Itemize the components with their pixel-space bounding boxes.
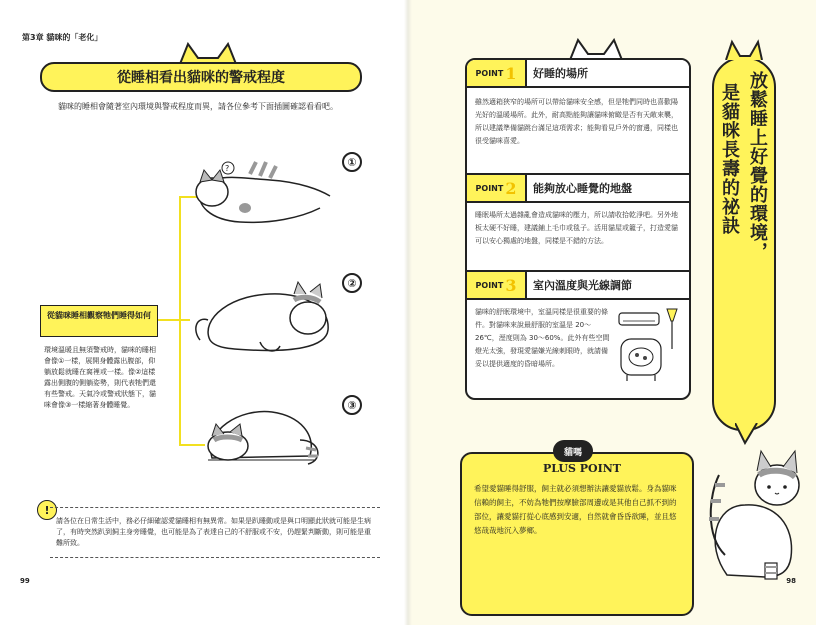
point-card (465, 58, 691, 400)
cat-ears-icon (724, 38, 764, 60)
plus-point-text: 希望愛貓睡得舒服，飼主就必須想辦法讓愛貓放鬆。身為貓咪信賴的飼主，不妨為牠們按摩臉部周邊或是其他自己抓不到的部位，讓愛貓打從心底感到安適，自然就會昏昏欲睡，並且悠悠哉哉地沉入夢鄉。 (474, 484, 677, 535)
room-climate-illustration (615, 305, 683, 385)
point-1-header (467, 60, 689, 88)
speech-line-1: 放鬆睡上好覺的環境， (747, 71, 768, 261)
speech-bubble (712, 57, 776, 431)
page-number-left: 99 (20, 577, 30, 585)
point-1-body: 雖然適箱狹窄的場所可以帶給貓咪安全感，但是牠們同時也喜歡陽光好的溫暖場所。此外，耐高點能夠讓貓咪俯瞰是否有天敵來襲，所以建議準備貓跳台滿足這項需求；能夠看見戶外的窗邊，同樣也很受貓咪喜愛。 (475, 98, 678, 145)
tip-text: 請各位在日常生活中，務必仔細確認愛貓睡相有無異常。如果是趴睡動或是與口明顯此狀就可能是生病了，有時突然趴到飼主身旁睡覺，也可能是為了表達自己的不舒服或不安，仍趕緊判斷動，則可能是重難所致。 (50, 507, 380, 558)
point-2-title: 能夠放心睡覺的地盤 (533, 182, 632, 195)
point-3-title: 室內溫度與光線調節 (533, 279, 632, 292)
point-3-header (467, 270, 689, 300)
speech-line-2: 是貓咪長壽的祕訣 (719, 83, 740, 235)
point-3-body: 貓咪的舒眠環境中，室溫同樣是很重要的條件。對貓咪來說最舒服的室溫是 20～26℃，溼度則為 30～60%。此外有些空間燈光太強，發現愛貓嫌光線刺眼時，就請備妥以提供適度的昏暗場所。 (475, 308, 610, 368)
point-1-tag: POINT 1 (467, 60, 527, 86)
intro-text: 貓咪的睡相會隨著室內環境與警戒程度而異，請各位參考下面插圖確認看看吧。 (58, 102, 338, 111)
marker-1: ① (342, 152, 362, 172)
point-2-tag: POINT 2 (467, 175, 527, 201)
plus-point-box (460, 447, 694, 616)
plus-point-title: PLUS POINT (542, 462, 621, 475)
point-2-body: 睡眠場所太過雜亂會造成貓咪的壓力，所以請收拾乾淨吧。另外地板太硬不好睡，建議鋪上毛巾或毯子。活用貓屋或籠子，打造愛貓可以安心獨處的地盤，同樣是不錯的方法。 (475, 211, 678, 245)
svg-text:?: ? (225, 164, 230, 173)
speech-tail (735, 423, 759, 445)
cat-ears-icon (568, 38, 624, 60)
marker-3: ③ (342, 395, 362, 415)
chapter-header: 第3章 貓咪的「老化」 (22, 33, 103, 42)
point-2-header (467, 173, 689, 203)
side-label: 從貓咪睡相觀察牠們睡得如何 (40, 305, 158, 337)
page-title: 從睡相看出貓咪的警戒程度 (40, 62, 362, 92)
exclamation-icon: ! (37, 500, 57, 520)
cat-curled-illustration (200, 400, 330, 470)
cat-side-lying-illustration (190, 280, 340, 360)
point-3-tag: POINT 3 (467, 272, 527, 298)
cat-belly-up-illustration (190, 160, 340, 235)
point-1-title: 好睡的場所 (533, 67, 588, 80)
plus-point-badge: 貓嗎 (553, 440, 593, 462)
page-number-right: 98 (786, 577, 796, 585)
book-spine (404, 0, 412, 625)
cat-sitting-illustration (705, 445, 805, 585)
side-text: 環境溫暖且無須警戒時，貓咪的睡相會像①一樣，展開身體露出腹部，仰躺放鬆就睡在窩裡或一樣。像②這樣露出側腹的側躺姿勢，則代表牠們還有些警戒。天氣冷或警戒狀態下，貓咪會像③一樣縮著身體睡覺。 (44, 346, 156, 409)
marker-2: ② (342, 273, 362, 293)
